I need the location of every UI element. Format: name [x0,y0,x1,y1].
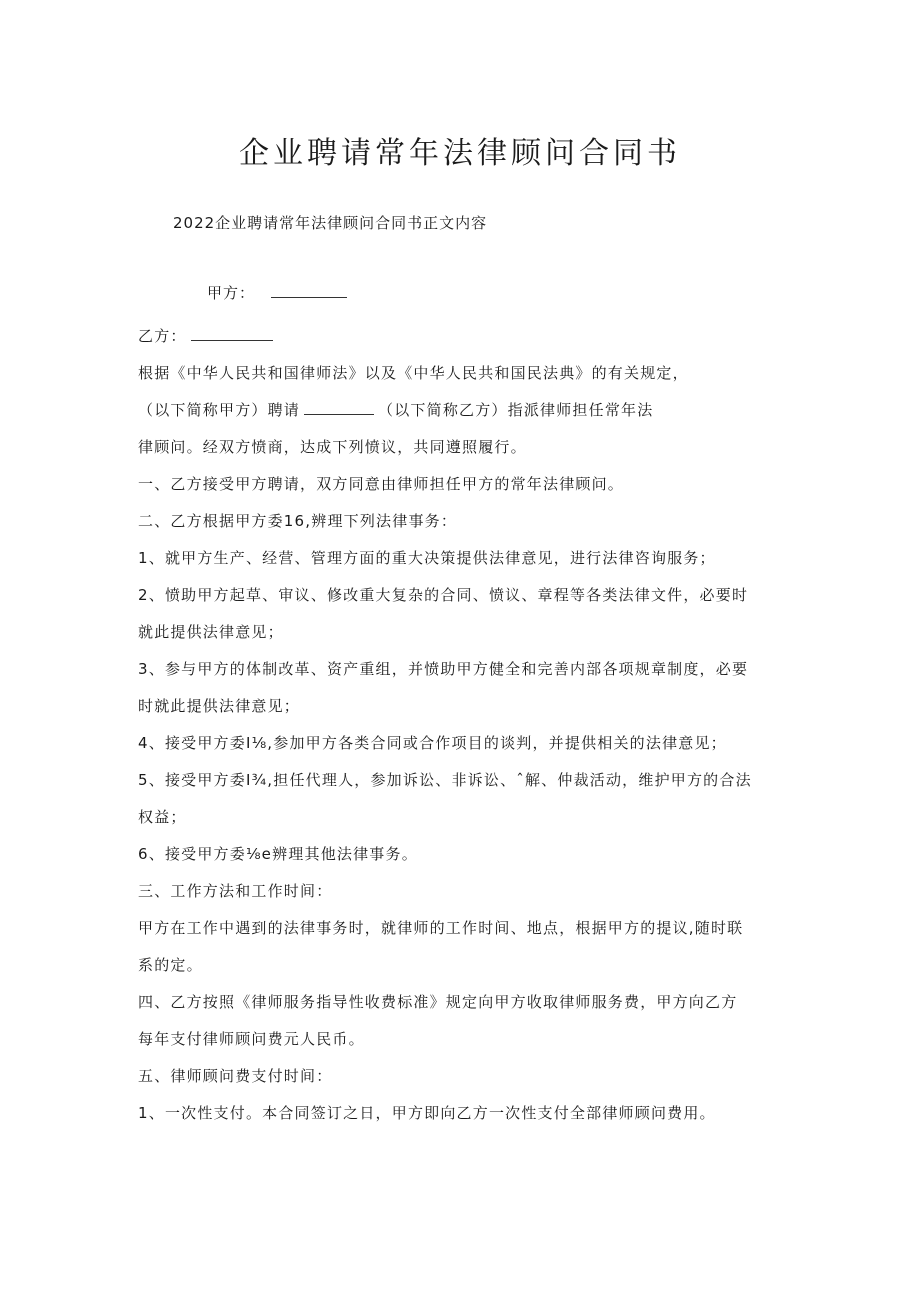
body-line: 1、就甲方生产、经营、管理方面的重大决策提供法律意见，进行法律咨询服务； [138,549,716,567]
party-b-blank [191,328,273,341]
body-line: 权益； [138,808,187,826]
body-text: （以下简称乙方）指派律师担任常年法 [378,401,654,419]
body-text: （以下简称甲方）聘请 [138,401,301,419]
body-line: 1、一次性支付。本合同签订之日，甲方即向乙方一次性支付全部律师顾问费用。 [138,1104,716,1122]
document-title: 企业聘请常年法律顾问合同书 [239,136,681,171]
body-line: 四、乙方按照《律师服务指导性收费标准》规定向甲方收取律师服务费，甲方向乙方 [138,993,738,1011]
body-line: 律顾问。经双方愤商，达成下列愤议，共同遵照履行。 [138,438,527,456]
firm-blank [304,402,374,415]
body-line: 根据《中华人民共和国律师法》以及《中华人民共和国民法典》的有关规定， [138,364,689,382]
body-line: 2、愤助甲方起草、审议、修改重大复杂的合同、愤议、章程等各类法律文件，必要时 [138,586,749,604]
body-line: 每年支付律师顾问费元人民币。 [138,1030,365,1048]
party-b-label: 乙方： [138,327,187,345]
body-line: 一、乙方接受甲方聘请，双方同意由律师担任甲方的常年法律顾问。 [138,475,625,493]
body-line: 就此提供法律意见； [138,623,284,641]
body-line: 4、接受甲方委I⅛,参加甲方各类合同或合作项目的谈判，并提供相关的法律意见； [138,734,727,752]
party-a-label: 甲方： [207,284,256,302]
body-line: 系的定。 [138,956,203,974]
body-line: 二、乙方根据甲方委16,辨理下列法律事务： [138,512,458,530]
party-b-line [138,318,778,355]
body-line: 三、工作方法和工作时间： [138,882,333,900]
body-line: 时就此提供法律意见； [138,697,301,715]
body-line: 甲方在工作中遇到的法律事务时，就律师的工作时间、地点，根据甲方的提议,随时联 [138,919,744,937]
body-line: 3、参与甲方的体制改革、资产重组，并愤助甲方健全和完善内部各项规章制度，必要 [138,660,749,678]
body-line [138,392,778,429]
body-line: 6、接受甲方委⅛e辨理其他法律事务。 [138,845,418,863]
body-line: 5、接受甲方委I¾,担任代理人，参加诉讼、非诉讼、ˆ解、仲裁活动，维护甲方的合法 [138,771,752,789]
party-a-blank [271,285,347,298]
document-body [138,318,778,1132]
body-line: 五、律师顾问费支付时间： [138,1067,333,1085]
document-subtitle: 2022企业聘请常年法律顾问合同书正文内容 [173,214,488,232]
party-a-line [207,282,347,303]
